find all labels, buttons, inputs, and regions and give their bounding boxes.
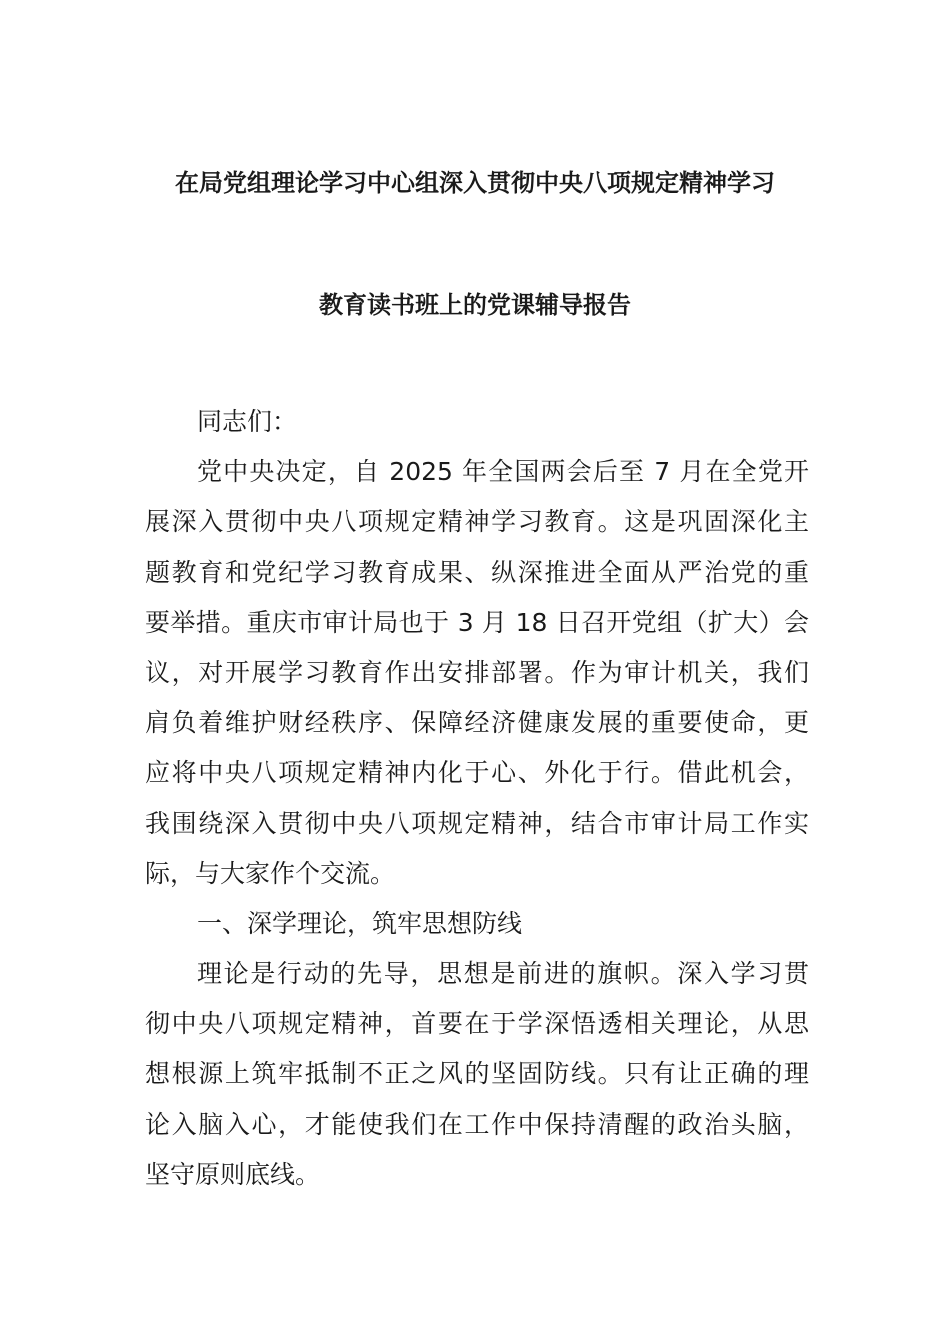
paragraph-line: 要举措。重庆市审计局也于 3 月 18 日召开党组（扩大）会 [145,607,809,637]
paragraph-line: 应将中央八项规定精神内化于心、外化于行。借此机会， [145,758,809,788]
salutation: 同志们： [197,407,298,436]
paragraph-line: 我围绕深入贯彻中央八项规定精神，结合市审计局工作实 [145,808,809,838]
paragraph-line: 党中央决定，自 2025 年全国两会后至 7 月在全党开 [197,457,809,487]
document-body [145,402,809,1205]
paragraph-line: 理论是行动的先导，思想是前进的旗帜。深入学习贯 [197,959,809,989]
paragraph-line: 际，与大家作个交流。 [145,858,396,888]
section-heading: 一、深学理论，筑牢思想防线 [197,908,523,938]
paragraph-line: 坚守原则底线。 [145,1159,321,1189]
paragraph-line: 议，对开展学习教育作出安排部署。作为审计机关，我们 [145,657,809,687]
paragraph-line: 肩负着维护财经秩序、保障经济健康发展的重要使命，更 [145,708,809,738]
document-title-line-1: 在局党组理论学习中心组深入贯彻中央八项规定精神学习 [175,169,775,197]
paragraph-line: 展深入贯彻中央八项规定精神学习教育。这是巩固深化主 [145,507,809,537]
document-title-line-2: 教育读书班上的党课辅导报告 [319,291,631,319]
paragraph-line: 题教育和党纪学习教育成果、纵深推进全面从严治党的重 [145,557,809,587]
paragraph-line: 想根源上筑牢抵制不正之风的坚固防线。只有让正确的理 [145,1059,809,1089]
paragraph-line: 彻中央八项规定精神，首要在于学深悟透相关理论，从思 [145,1009,809,1039]
paragraph-line: 论入脑入心，才能使我们在工作中保持清醒的政治头脑， [145,1109,809,1139]
